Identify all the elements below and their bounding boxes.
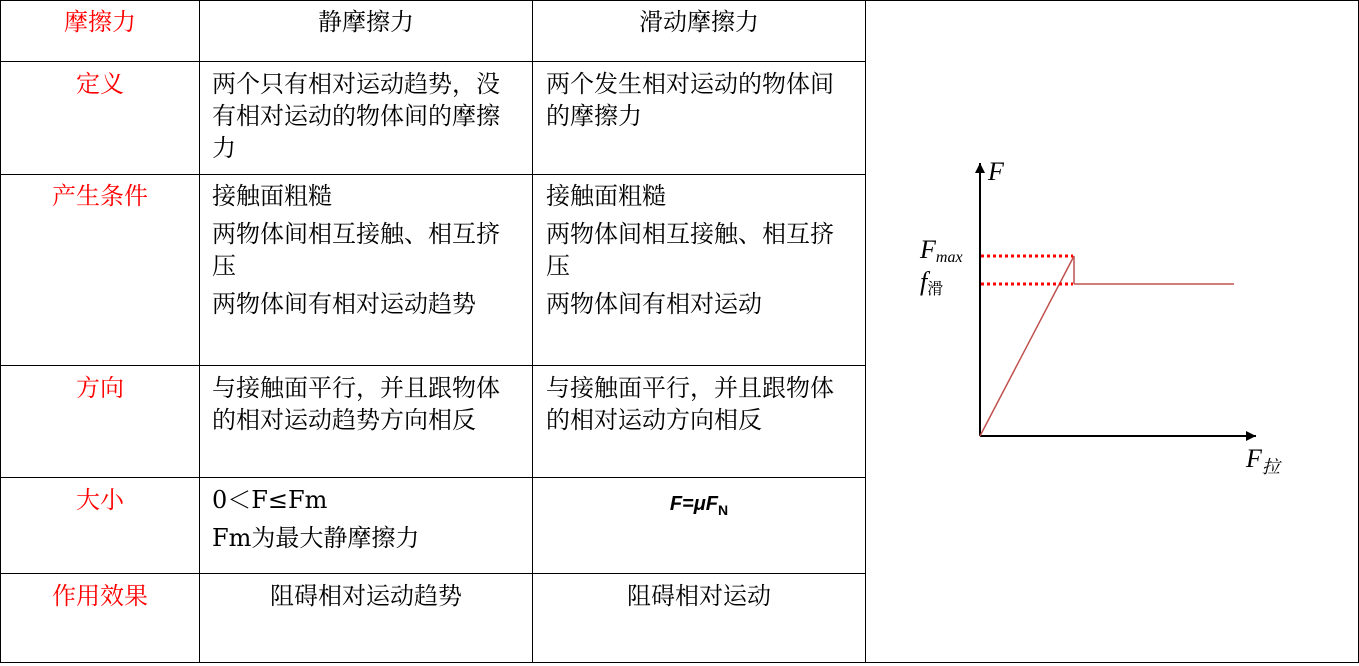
row-label-conditions: 产生条件 xyxy=(52,182,148,210)
sliding-effect: 阻碍相对运动 xyxy=(627,582,771,610)
grid-line xyxy=(0,365,866,366)
x-axis-label-main: F xyxy=(1246,444,1262,473)
fmax-label xyxy=(919,235,963,266)
row-label-magnitude: 大小 xyxy=(76,486,124,514)
grid-line xyxy=(0,174,866,175)
sliding-condition-2: 两物体间相互接触、相互挤压 xyxy=(546,220,834,280)
sliding-definition xyxy=(546,68,851,132)
static-condition-2: 两物体间相互接触、相互挤压 xyxy=(212,220,500,280)
friction-graph xyxy=(866,0,1358,662)
header-static-friction: 静摩擦力 xyxy=(318,8,414,36)
static-magnitude xyxy=(212,484,517,554)
x-axis-label-sub: 拉 xyxy=(1261,457,1280,477)
x-axis-label xyxy=(1245,444,1282,477)
formula-main: F=μF xyxy=(669,493,719,515)
fslide-label xyxy=(920,267,943,298)
static-direction-text: 与接触面平行，并且跟物体的相对运动趋势方向相反 xyxy=(212,374,500,434)
row-label-effect: 作用效果 xyxy=(52,582,148,610)
sliding-direction xyxy=(546,372,851,436)
grid-line xyxy=(0,573,866,574)
static-magnitude-range: 0＜F≤Fm xyxy=(212,486,328,514)
grid-line xyxy=(0,477,866,478)
row-label-definition: 定义 xyxy=(76,70,124,98)
sliding-magnitude xyxy=(533,486,865,526)
grid-line xyxy=(0,61,866,62)
static-condition-3: 两物体间有相对运动趋势 xyxy=(212,290,476,318)
fslide-label-sub: 滑 xyxy=(927,281,944,298)
header-friction: 摩擦力 xyxy=(64,8,136,36)
sliding-conditions xyxy=(546,180,851,320)
row-label-direction: 方向 xyxy=(76,374,124,402)
static-definition xyxy=(212,68,517,164)
static-condition-1: 接触面粗糙 xyxy=(212,182,332,210)
static-definition-text: 两个只有相对运动趋势，没有相对运动的物体间的摩擦力 xyxy=(212,70,500,162)
static-direction xyxy=(212,372,517,436)
friction-graph-svg xyxy=(866,0,1358,662)
sliding-direction-text: 与接触面平行，并且跟物体的相对运动方向相反 xyxy=(546,374,834,434)
y-axis-label: F xyxy=(988,157,1004,186)
sliding-friction-formula xyxy=(669,493,729,518)
static-conditions xyxy=(212,180,517,320)
formula-subscript: N xyxy=(718,502,729,518)
sliding-condition-1: 接触面粗糙 xyxy=(546,182,666,210)
grid-line xyxy=(532,0,533,662)
fslide-label-main: f xyxy=(920,267,928,296)
header-sliding-friction: 滑动摩擦力 xyxy=(639,8,759,36)
static-magnitude-note: Fm为最大静摩擦力 xyxy=(212,524,420,552)
static-effect: 阻碍相对运动趋势 xyxy=(270,582,462,610)
fmax-label-sub: max xyxy=(935,249,963,266)
fmax-label-main: F xyxy=(920,235,936,264)
sliding-definition-text: 两个发生相对运动的物体间的摩擦力 xyxy=(546,70,834,130)
sliding-condition-3: 两物体间有相对运动 xyxy=(546,290,762,318)
